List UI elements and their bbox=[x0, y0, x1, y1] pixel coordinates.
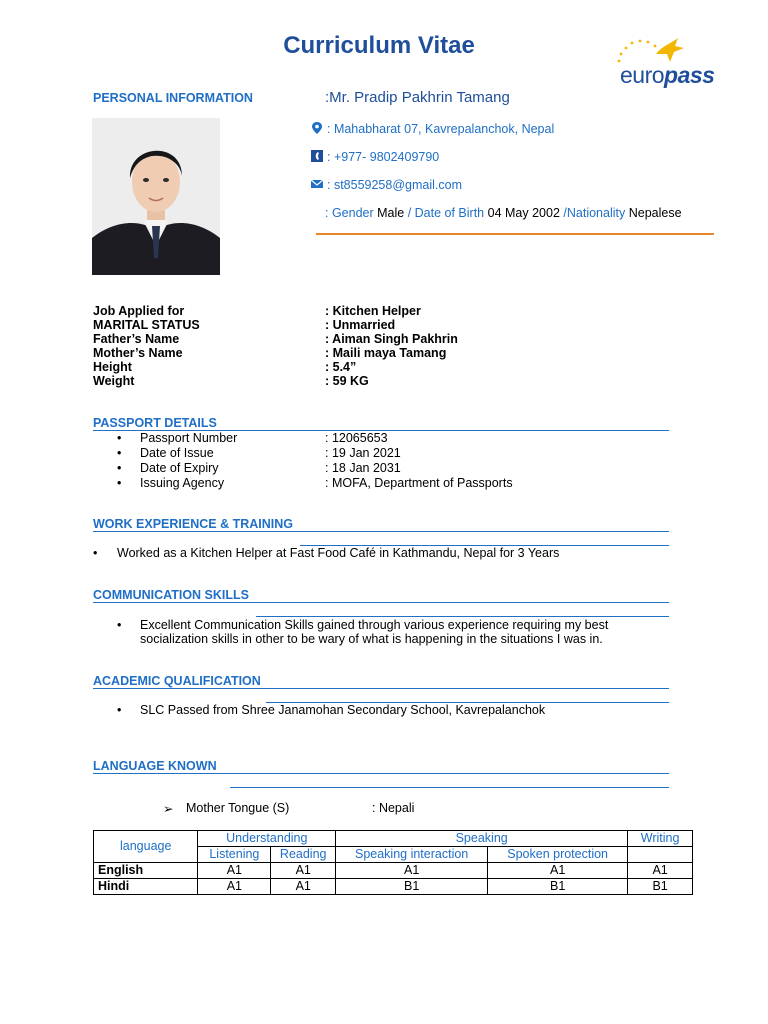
col-language: language bbox=[94, 831, 198, 863]
details-row: Weight bbox=[93, 374, 135, 388]
applicant-photo bbox=[92, 118, 220, 275]
email-icon bbox=[311, 178, 323, 190]
bullet-icon: • bbox=[117, 476, 122, 490]
details-value: : Maili maya Tamang bbox=[325, 346, 447, 360]
details-row: Height bbox=[93, 360, 132, 374]
dob-value: 04 May 2002 bbox=[487, 206, 560, 220]
phone-line bbox=[311, 150, 439, 164]
work-item: Worked as a Kitchen Helper at Fast Food Café in Kathmandu, Nepal for 3 Years bbox=[117, 546, 560, 560]
passport-value: : 12065653 bbox=[325, 431, 388, 445]
address-text: : Mahabharat 07, Kavrepalanchok, Nepal bbox=[327, 122, 555, 136]
section-rule bbox=[256, 616, 669, 617]
table-row: English A1 A1 A1 A1 A1 bbox=[94, 863, 693, 879]
details-value: : Aiman Singh Pakhrin bbox=[325, 332, 458, 346]
academic-item: SLC Passed from Shree Janamohan Secondary School, Kavrepalanchok bbox=[140, 703, 546, 717]
email-text: : st8559258@gmail.com bbox=[327, 178, 462, 192]
col-understanding: Understanding bbox=[198, 831, 336, 847]
communication-heading: COMMUNICATION SKILLS bbox=[93, 588, 250, 602]
details-value: : 59 KG bbox=[325, 374, 369, 388]
mother-tongue-label: Mother Tongue (S) bbox=[186, 801, 290, 815]
bullet-icon: • bbox=[117, 703, 122, 717]
language-heading: LANGUAGE KNOWN bbox=[93, 759, 217, 773]
phone-icon bbox=[311, 150, 323, 162]
details-row: MARITAL STATUS bbox=[93, 318, 200, 332]
details-value: : Unmarried bbox=[325, 318, 396, 332]
section-rule bbox=[230, 787, 669, 788]
col-writing: Writing bbox=[628, 831, 693, 847]
personal-info-heading: PERSONAL INFORMATION bbox=[93, 91, 253, 105]
col-interaction: Speaking interaction bbox=[336, 847, 488, 863]
passport-label: Passport Number bbox=[140, 431, 238, 445]
col-listening: Listening bbox=[198, 847, 271, 863]
col-reading: Reading bbox=[271, 847, 336, 863]
academic-heading: ACADEMIC QUALIFICATION bbox=[93, 674, 261, 688]
bullet-icon: • bbox=[117, 446, 122, 460]
divider-orange bbox=[316, 233, 714, 235]
col-speaking: Speaking bbox=[336, 831, 628, 847]
col-production: Spoken protection bbox=[488, 847, 628, 863]
bullet-icon: • bbox=[93, 546, 98, 560]
details-value: : Kitchen Helper bbox=[325, 304, 421, 318]
passport-label: Date of Issue bbox=[140, 446, 214, 460]
passport-value: : 18 Jan 2031 bbox=[325, 461, 401, 475]
section-rule bbox=[93, 602, 669, 603]
communication-line-2: socialization skills in other to be wary of what is happening in the situations I was in. bbox=[140, 632, 603, 646]
table-header-row bbox=[94, 831, 693, 847]
details-row: Job Applied for bbox=[93, 304, 185, 318]
communication-line-1: Excellent Communication Skills gained through various experience requiring my best bbox=[140, 618, 609, 632]
section-rule bbox=[93, 688, 669, 689]
mother-tongue-value: : Nepali bbox=[372, 801, 415, 815]
details-value: : 5.4” bbox=[325, 360, 357, 374]
passport-value: : MOFA, Department of Passports bbox=[325, 476, 513, 490]
section-rule bbox=[93, 773, 669, 774]
details-row: Father’s Name bbox=[93, 332, 180, 346]
empty-cell bbox=[628, 847, 693, 863]
email-line bbox=[311, 178, 462, 192]
location-pin-icon bbox=[311, 122, 323, 134]
passport-heading: PASSPORT DETAILS bbox=[93, 416, 217, 430]
applicant-name: :Mr. Pradip Pakhrin Tamang bbox=[325, 89, 510, 106]
language-table bbox=[93, 830, 693, 895]
bullet-icon: • bbox=[117, 461, 122, 475]
europass-wordmark: europass bbox=[620, 62, 715, 88]
passport-label: Date of Expiry bbox=[140, 461, 219, 475]
arrow-bullet-icon: ➢ bbox=[163, 802, 174, 816]
bullet-icon: • bbox=[117, 618, 122, 632]
bullet-icon: • bbox=[117, 431, 122, 445]
europass-logo bbox=[612, 32, 736, 92]
page-title: Curriculum Vitae bbox=[283, 32, 475, 59]
gender-value: Male bbox=[377, 206, 405, 220]
address-line bbox=[311, 122, 554, 136]
gender-dob-nationality: : Gender Male / Date of Birth 04 May 2002 /Nationality Nepalese bbox=[325, 206, 682, 220]
details-row: Mother’s Name bbox=[93, 346, 183, 360]
passport-label: Issuing Agency bbox=[140, 476, 225, 490]
nationality-value: Nepalese bbox=[628, 206, 682, 220]
table-row: Hindi A1 A1 B1 B1 B1 bbox=[94, 879, 693, 895]
work-heading: WORK EXPERIENCE & TRAINING bbox=[93, 517, 294, 531]
section-rule bbox=[93, 531, 669, 532]
passport-value: : 19 Jan 2021 bbox=[325, 446, 401, 460]
phone-text: : +977- 9802409790 bbox=[327, 150, 440, 164]
